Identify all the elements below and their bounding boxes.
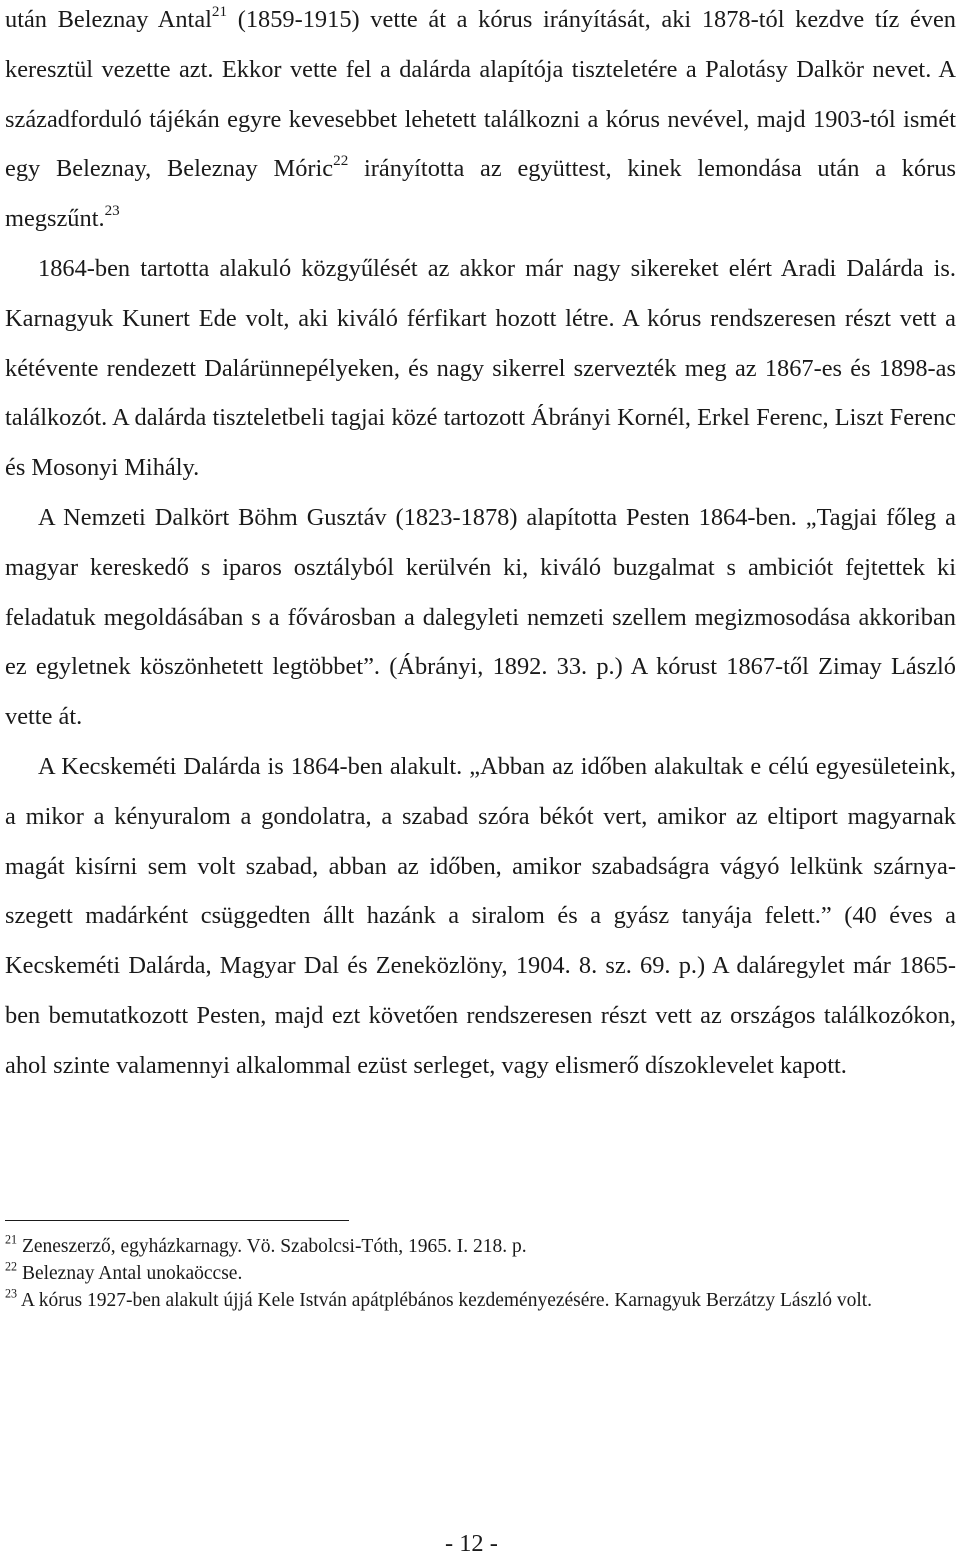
footnote-text: A kórus 1927-ben alakult újjá Kele István apátplébános kezdeményezésére. Karnagyuk Berzátzy László volt. bbox=[17, 1290, 873, 1311]
footnotes bbox=[5, 1233, 956, 1314]
footnote-number: 23 bbox=[5, 1286, 18, 1301]
footnote-21 bbox=[5, 1233, 956, 1260]
footnote-text: Beleznay Antal unokaöccse. bbox=[17, 1263, 243, 1284]
footnote-ref-23[interactable]: 23 bbox=[104, 203, 120, 220]
footnote-number: 22 bbox=[5, 1259, 18, 1274]
paragraph-1 bbox=[5, 0, 956, 244]
footnote-22 bbox=[5, 1260, 956, 1287]
paragraph-4-text: A Kecskeméti Dalárda is 1864-ben alakult. „Abban az időben alakultak e célú egyesületeink, a mikor a kényuralom a gondolatra, a szabad szóra békót vert, amikor az eltiport magyarnak magát kisírni sem volt szabad, abban az időben, amikor szabadságra vágyó lelkünk szárnya-szegett madárként csüggedten állt hazánk a siralom és a gyász tanyája felett.” (40 éves a Kecskeméti Dalárda, Magyar Dal és Zeneközlöny, 1904. 8. sz. 69. p.) A daláregylet már 1865-ben bemutatkozott Pesten, majd ezt követően rendszeresen részt vett az országos találkozókon, ahol szinte valamennyi alkalommal ezüst serleget, vagy elismerő díszoklevelet kapott. bbox=[5, 753, 956, 1079]
paragraph-2 bbox=[5, 244, 956, 493]
footnote-23 bbox=[5, 1287, 956, 1314]
footnote-ref-22[interactable]: 22 bbox=[333, 153, 349, 170]
paragraph-1-text-a: után Beleznay Antal bbox=[5, 6, 212, 33]
footnote-separator bbox=[5, 1220, 349, 1221]
footnote-number: 21 bbox=[5, 1232, 18, 1247]
paragraph-1-text-b: (1859-1915) vette át a kórus irányítását, aki 1878-tól kezdve tíz éven keresztül vezette azt. Ekkor vette fel a dalárda alapítója tiszteletére a Palotásy Dalkör nevet. A századforduló tájékán egyre kevesebbet lehetett találkozni a kórus nevével, majd 1903-tól ismét egy Beleznay, Beleznay Móric bbox=[5, 6, 956, 183]
page-number: - 12 - bbox=[445, 1530, 498, 1557]
paragraph-3-text: A Nemzeti Dalkört Böhm Gusztáv (1823-1878) alapította Pesten 1864-ben. „Tagjai főleg a magyar kereskedő s iparos osztályból kerülvén ki, kiváló buzgalmat s ambiciót fejtettek ki feladatuk megoldásában s a fővárosban a dalegyleti nemzeti szellem megizmosodása akkoriban ez egyletnek köszönhetett legtöbbet”. (Ábrányi, 1892. 33. p.) A kórust 1867-től Zimay László vette át. bbox=[5, 504, 956, 731]
paragraph-4 bbox=[5, 742, 956, 1091]
footnote-text: Zeneszerző, egyházkarnagy. Vö. Szabolcsi-Tóth, 1965. I. 218. p. bbox=[17, 1236, 527, 1257]
paragraph-3 bbox=[5, 493, 956, 742]
paragraph-1-text-c: irányította az együttest, kinek lemondása után a kórus megszűnt. bbox=[5, 155, 957, 233]
footnote-ref-21[interactable]: 21 bbox=[211, 4, 228, 21]
paragraph-2-text: 1864-ben tartotta alakuló közgyűlését az akkor már nagy sikereket elért Aradi Dalárda is. Karnagyuk Kunert Ede volt, aki kiváló férfikart hozott létre. A kórus rendszeresen részt vett a kétévente rendezett Dalárünnepélyeken, és nagy sikerrel szervezték meg az 1867-es és 1898-as találkozót. A dalárda tiszteletbeli tagjai közé tartozott Ábrányi Kornél, Erkel Ferenc, Liszt Ferenc és Mosonyi Mihály. bbox=[5, 255, 956, 482]
